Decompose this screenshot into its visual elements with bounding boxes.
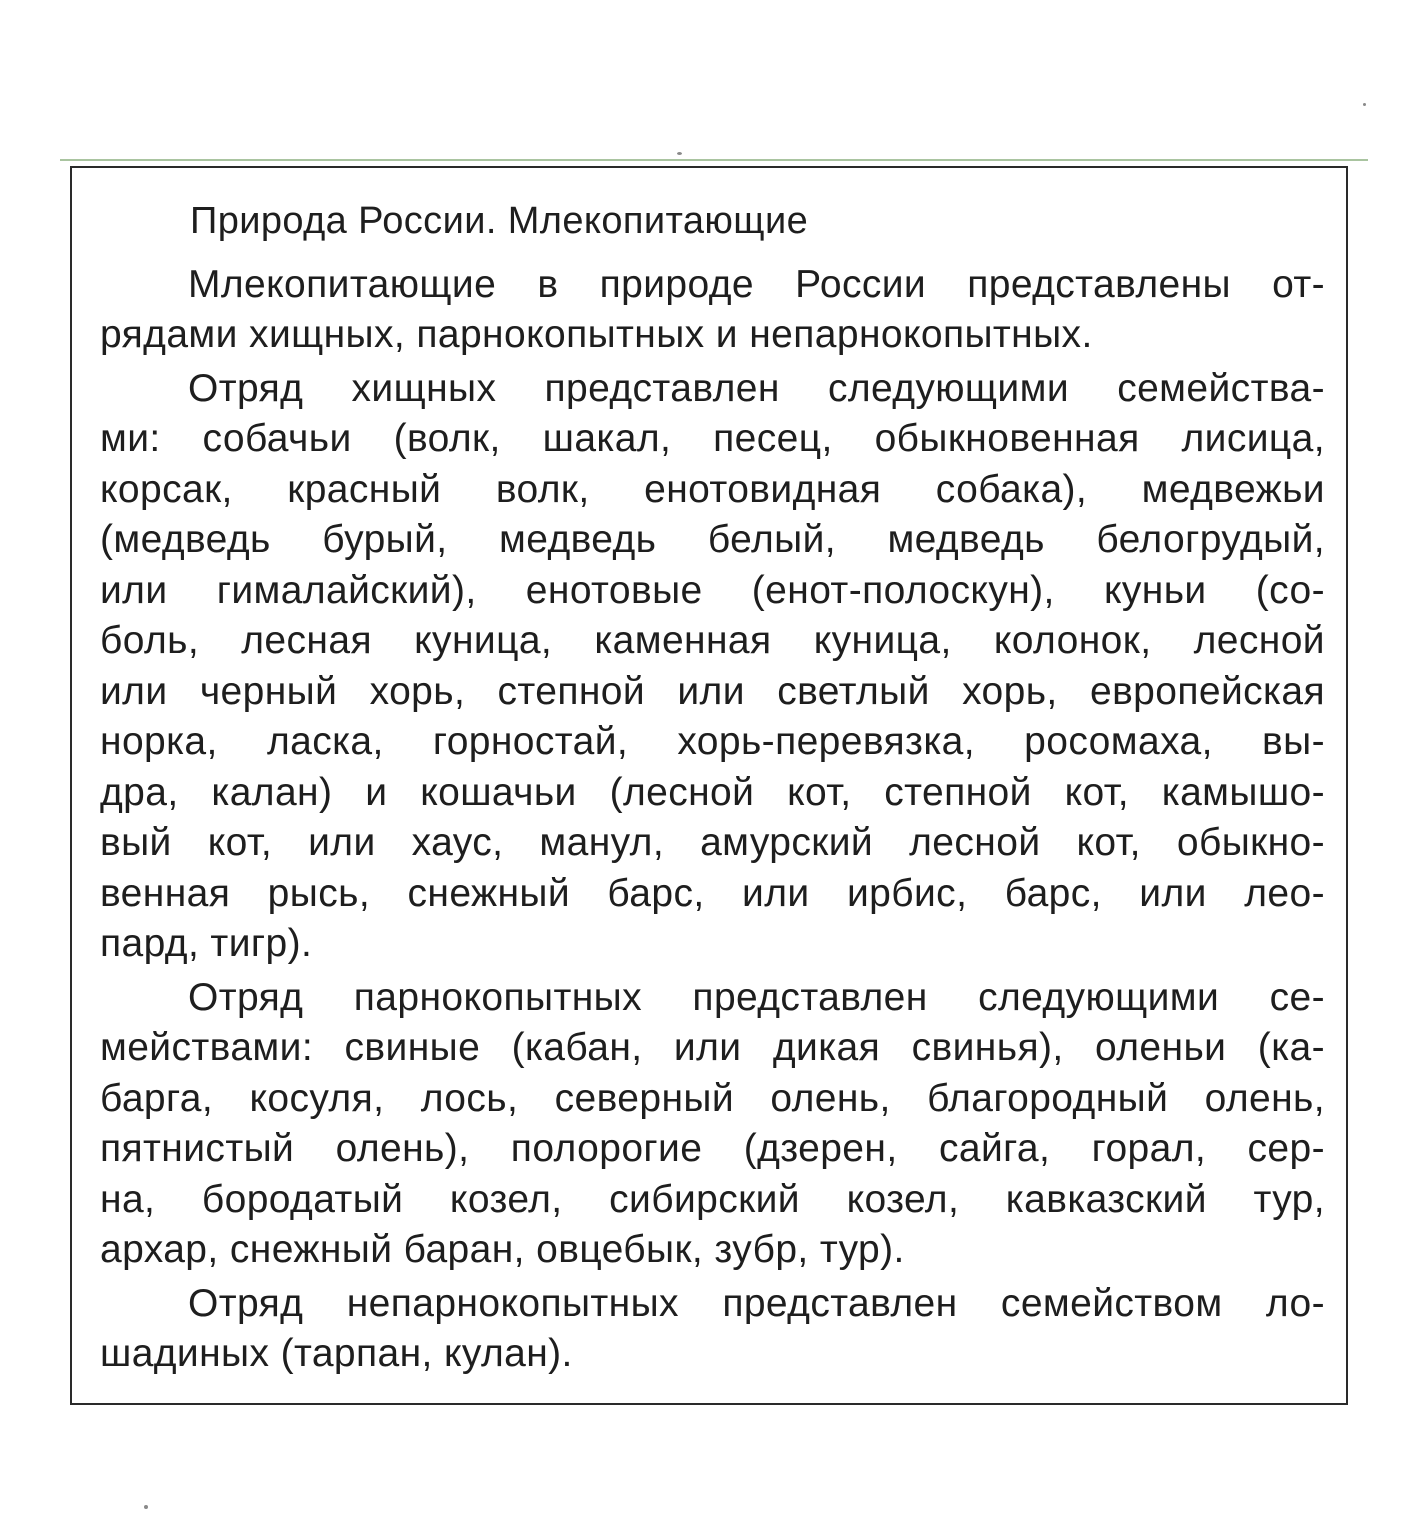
scan-speck — [1363, 103, 1366, 106]
paragraph-line: шадиных (тарпан, кулан). — [100, 1332, 573, 1375]
scan-speck — [677, 152, 682, 155]
paragraph-line: барга, косуля, лось, северный олень, благородный олень, — [100, 1076, 1325, 1120]
scan-speck — [144, 1505, 148, 1509]
paragraph-line: рядами хищных, парнокопытных и непарнокопытных. — [100, 313, 1093, 356]
paragraph-line: или гималайский), енотовые (енот-полоскун), куньи (со- — [100, 568, 1325, 612]
paragraph-line: архар, снежный баран, овцебык, зубр, тур). — [100, 1228, 905, 1271]
document-title: Природа России. Млекопитающие — [190, 200, 809, 242]
document-body — [100, 196, 1325, 1380]
paragraph-line: венная рысь, снежный барс, или ирбис, барс, или лео- — [100, 871, 1325, 915]
paragraph-line: боль, лесная куница, каменная куница, колонок, лесной — [100, 619, 1325, 662]
paragraph — [100, 364, 1325, 970]
top-rule — [60, 159, 1368, 161]
paragraph-line: корсак, красный волк, енотовидная собака), медвежьи — [100, 467, 1325, 511]
paragraph-line: мействами: свиные (кабан, или дикая свинья), оленьи (ка- — [100, 1026, 1325, 1069]
paragraph — [100, 260, 1325, 361]
paragraph-line: ми: собачьи (волк, шакал, песец, обыкновенная лисица, — [100, 417, 1325, 460]
paragraph-line: пятнистый олень), полорогие (дзерен, сайга, горал, сер- — [100, 1127, 1325, 1170]
paragraph-line: пард, тигр). — [100, 922, 313, 965]
paragraph-line: Отряд парнокопытных представлен следующими се- — [188, 975, 1325, 1019]
paragraph-line: или черный хорь, степной или светлый хорь, европейская — [100, 669, 1325, 713]
paragraph-line: вый кот, или хаус, манул, амурский лесной кот, обыкно- — [100, 821, 1325, 864]
paragraph-line: Отряд хищных представлен следующими семейства- — [188, 366, 1325, 410]
paragraph-line: (медведь бурый, медведь белый, медведь белогрудый, — [100, 518, 1325, 561]
paragraph-line: на, бородатый козел, сибирский козел, кавказский тур, — [100, 1177, 1325, 1221]
paragraph-line: дра, калан) и кошачьи (лесной кот, степной кот, камышо- — [100, 770, 1325, 814]
paragraph-line: Млекопитающие в природе России представлены от- — [188, 262, 1325, 306]
paragraph-line: Отряд непарнокопытных представлен семейством ло- — [188, 1281, 1325, 1325]
paragraph — [100, 1279, 1325, 1380]
paragraph-line: норка, ласка, горностай, хорь-перевязка, росомаха, вы- — [100, 720, 1325, 763]
paragraph — [100, 973, 1325, 1276]
